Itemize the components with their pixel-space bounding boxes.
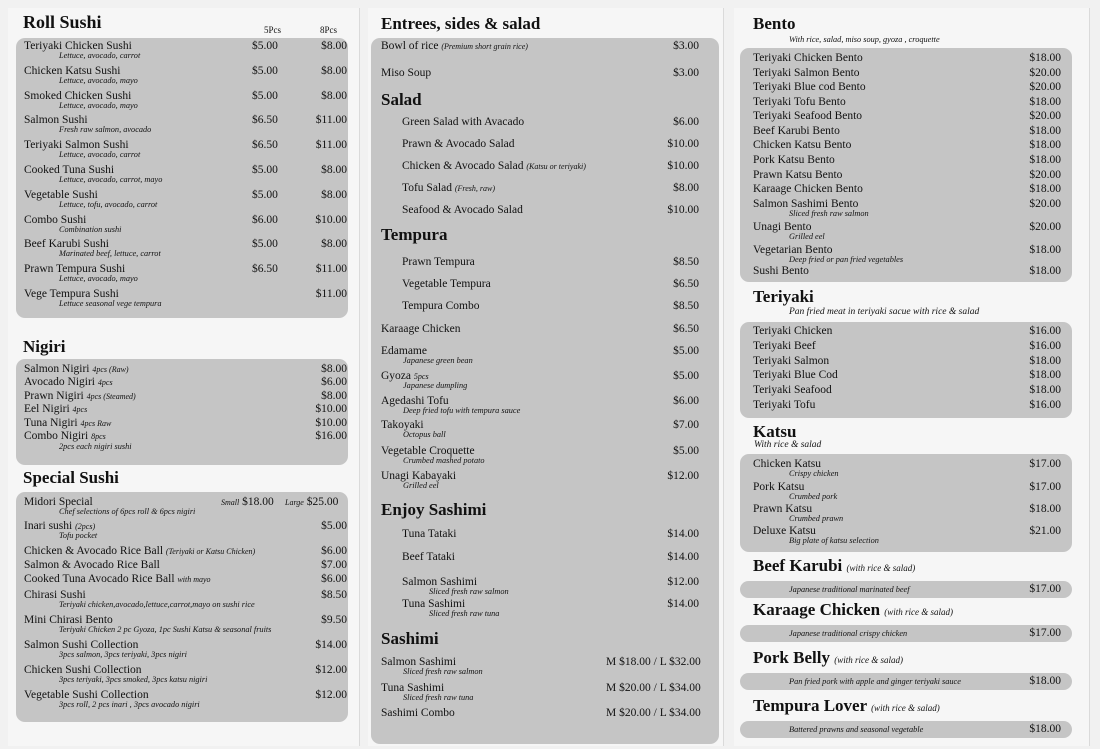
side-price: $6.00	[673, 395, 699, 407]
katsu-subtitle: With rice & salad	[754, 440, 822, 450]
side-name: Takoyaki	[381, 419, 424, 431]
header-8pcs: 8Pcs	[320, 25, 338, 35]
miso-soup-price: $3.00	[673, 67, 699, 79]
single-dish-price: $18.00	[1029, 675, 1061, 687]
menu-column-right	[734, 8, 1090, 746]
side-name: Edamame	[381, 345, 427, 357]
single-dish-title: Karaage Chicken	[753, 600, 881, 619]
sashimi-price-sep: /	[653, 682, 657, 694]
enjoy-sashimi-price: $14.00	[667, 551, 699, 563]
special-sushi-name: Inari sushi	[24, 520, 73, 532]
single-dish-heading	[753, 556, 915, 576]
sashimi-price-l: L $34.00	[659, 707, 701, 719]
katsu-name: Chicken Katsu	[753, 458, 822, 470]
special-sushi-price: $6.00	[321, 573, 347, 585]
special-sushi-price: $9.50	[321, 614, 347, 626]
roll-sushi-price-8pcs: $8.00	[321, 40, 347, 52]
roll-sushi-desc: Lettuce, avocado, mayo	[59, 75, 138, 85]
roll-sushi-price-8pcs: $8.00	[321, 164, 347, 176]
bento-price: $20.00	[1029, 110, 1061, 122]
nigiri-row	[24, 417, 111, 429]
roll-sushi-name: Teriyaki Chicken Sushi	[24, 40, 132, 52]
bento-price: $18.00	[1029, 96, 1061, 108]
special-sushi-name: Salmon & Avocado Rice Ball	[24, 559, 160, 571]
nigiri-note: 8pcs	[91, 432, 106, 441]
special-sushi-name: Cooked Tuna Avocado Rice Ball	[24, 573, 175, 585]
salad-title: Salad	[381, 90, 422, 109]
teriyaki-price: $18.00	[1029, 369, 1061, 382]
special-sushi-desc: Teriyaki Chicken 2 pc Gyoza, 1pc Sushi Katsu & seasonal fruits	[59, 625, 272, 634]
nigiri-price: $8.00	[321, 363, 347, 375]
salad-name: Green Salad with Avacado	[402, 116, 525, 128]
roll-sushi-name: Combo Sushi	[24, 213, 87, 226]
midori-special-desc: Chef selections of 6pcs roll & 6pcs nigiri	[59, 507, 196, 516]
bento-name: Pork Katsu Bento	[753, 154, 835, 166]
katsu-name: Pork Katsu	[753, 481, 805, 493]
sashimi-desc: Sliced fresh raw tuna	[403, 693, 474, 702]
roll-sushi-price-8pcs: $11.00	[315, 139, 347, 152]
roll-sushi-price-5pcs: $5.00	[252, 164, 278, 176]
salad-note: (Fresh, raw)	[454, 184, 496, 193]
side-name: Karaage Chicken	[381, 323, 461, 335]
tempura-name: Prawn Tempura	[402, 256, 475, 268]
sashimi-prices	[606, 682, 701, 694]
roll-sushi-name: Vegetable Sushi	[24, 188, 98, 201]
side-price: $5.00	[673, 345, 699, 357]
single-dish-note: (with rice & salad)	[846, 563, 916, 573]
teriyaki-price: $18.00	[1029, 384, 1061, 397]
side-price: $6.50	[673, 323, 699, 335]
special-sushi-name: Mini Chirasi Bento	[24, 614, 113, 626]
roll-sushi-price-8pcs: $11.00	[315, 114, 347, 127]
single-dish-heading	[753, 696, 940, 716]
bento-name: Vegetarian Bento	[753, 244, 833, 256]
special-sushi-price: $5.00	[321, 520, 347, 532]
nigiri-note: 4pcs Raw	[80, 418, 112, 428]
side-desc: Octopus ball	[403, 430, 446, 439]
salad-row	[402, 116, 524, 128]
bento-price: $20.00	[1029, 221, 1061, 233]
tempura-name: Tempura Combo	[402, 300, 480, 312]
roll-sushi-price-5pcs: $5.00	[252, 238, 278, 251]
bento-name: Teriyaki Seafood Bento	[753, 110, 863, 122]
special-sushi-name: Chirasi Sushi	[24, 589, 86, 601]
salad-price: $10.00	[667, 160, 699, 172]
roll-sushi-desc: Fresh raw salmon, avocado	[59, 125, 152, 135]
bento-name: Teriyaki Blue cod Bento	[753, 81, 866, 93]
menu-column-left	[8, 8, 360, 746]
roll-sushi-price-5pcs: $6.50	[252, 114, 278, 127]
enjoy-sashimi-desc: Sliced fresh raw tuna	[429, 609, 500, 618]
roll-sushi-price-8pcs: $8.00	[321, 238, 347, 251]
special-sushi-desc: 3pcs teriyaki, 3pcs smoked, 3pcs katsu nigiri	[59, 675, 208, 684]
special-sushi-note: with mayo	[177, 575, 211, 584]
nigiri-note: 4pcs (Raw)	[92, 365, 129, 374]
single-dish-note: (with rice & salad)	[884, 607, 954, 617]
side-desc: Grilled eel	[403, 481, 439, 490]
nigiri-price: $10.00	[315, 403, 347, 416]
special-sushi-note: (2pcs)	[75, 522, 96, 531]
bento-name: Karaage Chicken Bento	[753, 183, 863, 195]
side-name: Unagi Kabayaki	[381, 470, 457, 482]
roll-sushi-price-5pcs: $5.00	[252, 64, 278, 77]
salad-row	[402, 204, 523, 216]
teriyaki-name: Teriyaki Chicken	[753, 325, 833, 337]
side-name: Gyoza	[381, 370, 412, 382]
special-sushi-desc: Teriyaki chicken,avocado,lettuce,carrot,mayo on sushi rice	[59, 600, 255, 609]
roll-sushi-title: Roll Sushi	[23, 12, 102, 32]
bento-name: Teriyaki Chicken Bento	[753, 52, 863, 64]
bento-price: $20.00	[1029, 198, 1061, 210]
combo-nigiri-desc: 2pcs each nigiri sushi	[59, 442, 132, 451]
single-dish-desc: Battered prawns and seasonal vegetable	[789, 725, 924, 734]
roll-sushi-price-5pcs: $5.00	[252, 40, 278, 52]
single-dish-price: $18.00	[1029, 723, 1061, 735]
roll-sushi-desc: Lettuce, tofu, avocado, carrot	[59, 199, 158, 209]
enjoy-sashimi-price: $12.00	[667, 576, 699, 588]
sashimi-prices	[606, 707, 701, 719]
single-dish-desc: Pan fried pork with apple and ginger teriyaki sauce	[789, 677, 961, 686]
teriyaki-price: $16.00	[1029, 325, 1061, 337]
roll-sushi-price-5pcs: $6.50	[252, 139, 278, 152]
salad-name: Chicken & Avocado Salad	[402, 160, 524, 172]
salad-row	[402, 138, 515, 150]
nigiri-note: 4pcs	[97, 378, 113, 388]
roll-sushi-name: Salmon Sushi	[24, 114, 88, 127]
katsu-price: $17.00	[1029, 481, 1061, 493]
bento-price: $18.00	[1029, 139, 1061, 151]
sashimi-name: Tuna Sashimi	[381, 682, 445, 694]
special-sushi-row	[24, 559, 160, 571]
roll-sushi-price-8pcs: $11.00	[315, 263, 347, 276]
sashimi-price-m: M $20.00	[606, 707, 651, 719]
katsu-name: Deluxe Katsu	[753, 525, 816, 537]
nigiri-name: Prawn Nigiri	[24, 389, 84, 402]
special-sushi-name: Chicken & Avocado Rice Ball	[24, 545, 164, 557]
katsu-desc: Crispy chicken	[789, 469, 839, 478]
salad-row	[402, 160, 586, 172]
bento-name: Beef Karubi Bento	[753, 125, 840, 137]
roll-sushi-name: Teriyaki Salmon Sushi	[24, 139, 129, 152]
enjoy-sashimi-price: $14.00	[667, 598, 699, 610]
side-price: $12.00	[667, 470, 699, 482]
single-dish-note: (with rice & salad)	[834, 655, 903, 665]
bento-price: $20.00	[1029, 169, 1061, 181]
salad-price: $10.00	[667, 138, 699, 150]
teriyaki-name: Teriyaki Blue Cod	[753, 369, 838, 382]
miso-soup-name: Miso Soup	[381, 67, 432, 79]
roll-sushi-name: Vege Tempura Sushi	[24, 288, 119, 300]
special-sushi-price: $7.00	[321, 559, 347, 571]
nigiri-name: Salmon Nigiri	[24, 363, 90, 375]
tempura-price: $8.50	[673, 256, 699, 268]
nigiri-price: $8.00	[321, 389, 347, 402]
special-sushi-desc: 3pcs roll, 2 pcs inari , 3pcs avocado nigiri	[59, 700, 200, 709]
katsu-name: Prawn Katsu	[753, 503, 813, 515]
katsu-desc: Big plate of katsu selection	[789, 536, 879, 545]
teriyaki-name: Teriyaki Tofu	[753, 399, 816, 411]
single-dish-price: $17.00	[1029, 583, 1061, 595]
roll-sushi-name: Smoked Chicken Sushi	[24, 89, 132, 102]
single-dish-title: Pork Belly	[753, 648, 830, 667]
salad-price: $6.00	[673, 116, 699, 128]
special-sushi-name: Chicken Sushi Collection	[24, 664, 142, 676]
salad-price: $10.00	[667, 204, 699, 216]
teriyaki-title: Teriyaki	[753, 287, 814, 306]
nigiri-name: Tuna Nigiri	[24, 416, 78, 429]
tempura-price: $6.50	[673, 278, 699, 290]
side-row	[381, 323, 461, 335]
special-sushi-name: Salmon Sushi Collection	[24, 639, 139, 651]
roll-sushi-price-8pcs: $8.00	[321, 188, 347, 201]
single-dish-title: Tempura Lover	[753, 696, 867, 715]
enjoy-sashimi-desc: Sliced fresh raw salmon	[429, 587, 509, 596]
sashimi-prices	[606, 656, 701, 668]
sashimi-name: Sashimi Combo	[381, 707, 455, 719]
roll-sushi-price-8pcs: $10.00	[315, 213, 347, 226]
salad-row	[402, 182, 495, 194]
bento-name: Unagi Bento	[753, 221, 812, 233]
nigiri-row	[24, 390, 136, 402]
teriyaki-subtitle: Pan fried meat in teriyaki sacue with rice & salad	[789, 307, 980, 317]
special-sushi-price: $12.00	[315, 664, 347, 676]
bento-desc: Grilled eel	[789, 232, 825, 241]
side-desc: Japanese dumpling	[403, 381, 468, 390]
roll-sushi-desc: Lettuce, avocado, carrot	[59, 150, 141, 160]
nigiri-name: Eel Nigiri	[24, 403, 70, 416]
sashimi-price-sep: /	[653, 707, 657, 719]
katsu-price: $21.00	[1029, 525, 1061, 537]
bento-desc: Deep fried or pan fried vegetables	[789, 255, 904, 264]
single-dish-price: $17.00	[1029, 627, 1061, 639]
side-desc: Deep fried tofu with tempura sauce	[403, 406, 521, 415]
special-sushi-price: $8.50	[321, 589, 347, 601]
roll-sushi-price-5pcs: $5.00	[252, 188, 278, 201]
teriyaki-name: Teriyaki Seafood	[753, 384, 832, 397]
katsu-title: Katsu	[753, 422, 797, 441]
roll-sushi-price-8pcs: $8.00	[321, 89, 347, 102]
sashimi-price-sep: /	[653, 656, 657, 668]
salad-name: Seafood & Avocado Salad	[402, 204, 523, 216]
katsu-desc: Crumbed pork	[789, 492, 838, 501]
roll-sushi-price-8pcs: $8.00	[321, 64, 347, 77]
salad-note: (Katsu or teriyaki)	[526, 162, 586, 171]
midori-large-label: Large	[285, 498, 304, 507]
side-price: $7.00	[673, 419, 699, 431]
special-sushi-price: $6.00	[321, 545, 347, 557]
bento-price: $20.00	[1029, 81, 1061, 93]
nigiri-price: $10.00	[315, 416, 347, 429]
bento-price: $18.00	[1029, 244, 1061, 256]
special-sushi-price: $12.00	[315, 689, 347, 701]
roll-sushi-price-5pcs: $6.50	[252, 263, 278, 276]
special-sushi-desc: Tofu pocket	[59, 531, 98, 540]
sashimi-price-m: M $20.00	[606, 682, 651, 694]
special-sushi-note: (Teriyaki or Katsu Chicken)	[165, 547, 256, 556]
nigiri-note: 4pcs (Steamed)	[86, 391, 136, 401]
side-note: 5pcs	[413, 372, 429, 381]
side-name: Vegetable Croquette	[381, 445, 475, 457]
sashimi-title: Sashimi	[381, 629, 439, 648]
tempura-price: $8.50	[673, 300, 699, 312]
bento-subtitle: With rice, salad, miso soup, gyoza , croquette	[789, 35, 940, 44]
bento-price: $18.00	[1029, 125, 1061, 137]
menu-column-middle	[368, 8, 724, 746]
roll-sushi-desc: Lettuce, avocado, mayo	[59, 274, 138, 284]
special-sushi-row	[24, 545, 255, 557]
enjoy-sashimi-name: Tuna Tataki	[402, 528, 457, 540]
roll-sushi-name: Cooked Tuna Sushi	[24, 164, 115, 176]
nigiri-row	[24, 403, 87, 415]
midori-small-label: Small	[221, 498, 240, 507]
sashimi-desc: Sliced fresh raw salmon	[403, 667, 483, 676]
nigiri-note: 4pcs	[72, 405, 88, 415]
enjoy-sashimi-name: Tuna Sashimi	[402, 598, 466, 610]
single-dish-desc: Japanese traditional crispy chicken	[789, 629, 908, 638]
bento-title: Bento	[753, 14, 796, 33]
bento-name: Prawn Katsu Bento	[753, 169, 843, 181]
nigiri-title: Nigiri	[23, 337, 66, 356]
bento-price: $20.00	[1029, 67, 1061, 79]
roll-sushi-price-8pcs: $11.00	[315, 288, 347, 300]
salad-name: Prawn & Avocado Salad	[402, 138, 515, 150]
roll-sushi-desc: Lettuce, avocado, carrot, mayo	[59, 175, 163, 184]
bento-price: $18.00	[1029, 154, 1061, 166]
side-price: $5.00	[673, 370, 699, 382]
header-5pcs: 5Pcs	[264, 25, 282, 35]
special-sushi-price: $14.00	[315, 639, 347, 651]
sashimi-price-l: L $34.00	[659, 682, 701, 694]
midori-large-price: $25.00	[306, 496, 339, 508]
bento-price: $18.00	[1029, 52, 1061, 64]
midori-small-price: $18.00	[242, 496, 274, 508]
bowl-of-rice-note: (Premium short grain rice)	[441, 42, 528, 51]
enjoy-sashimi-title: Enjoy Sashimi	[381, 500, 487, 519]
enjoy-sashimi-name: Beef Tataki	[402, 551, 455, 563]
bento-name: Sushi Bento	[753, 265, 809, 277]
bento-desc: Sliced fresh raw salmon	[789, 209, 869, 218]
nigiri-row	[24, 376, 113, 388]
tempura-title: Tempura	[381, 225, 448, 244]
sashimi-name: Salmon Sashimi	[381, 656, 457, 668]
enjoy-sashimi-name: Salmon Sashimi	[402, 576, 478, 588]
sashimi-price-m: M $18.00	[606, 656, 651, 668]
salad-price: $8.00	[673, 182, 699, 194]
roll-sushi-name: Prawn Tempura Sushi	[24, 263, 126, 276]
special-sushi-desc: 3pcs salmon, 3pcs teriyaki, 3pcs nigiri	[59, 650, 187, 659]
teriyaki-price: $16.00	[1029, 339, 1061, 352]
nigiri-name: Avocado Nigiri	[24, 376, 96, 389]
roll-sushi-price-5pcs: $5.00	[252, 89, 278, 102]
special-sushi-name: Vegetable Sushi Collection	[24, 689, 149, 701]
roll-sushi-desc: Lettuce seasonal vege tempura	[59, 299, 162, 308]
roll-sushi-price-5pcs: $6.00	[252, 213, 278, 226]
bento-name: Teriyaki Tofu Bento	[753, 96, 846, 108]
single-dish-heading	[753, 648, 903, 668]
teriyaki-price: $16.00	[1029, 399, 1061, 411]
tempura-name: Vegetable Tempura	[402, 278, 491, 290]
roll-sushi-desc: Lettuce, avocado, carrot	[59, 51, 141, 60]
roll-sushi-name: Beef Karubi Sushi	[24, 238, 109, 251]
nigiri-row	[24, 363, 129, 375]
entrees-title: Entrees, sides & salad	[381, 14, 541, 33]
single-dish-heading	[753, 600, 953, 620]
special-sushi-title: Special Sushi	[23, 468, 119, 487]
single-dish-note: (with rice & salad)	[871, 703, 940, 713]
bowl-of-rice-price: $3.00	[673, 40, 699, 52]
side-name: Agedashi Tofu	[381, 395, 449, 407]
sashimi-price-l: L $32.00	[659, 656, 701, 668]
nigiri-name: Combo Nigiri	[24, 430, 89, 442]
enjoy-sashimi-price: $14.00	[667, 528, 699, 540]
nigiri-price: $16.00	[315, 430, 347, 442]
bento-price: $18.00	[1029, 183, 1061, 195]
katsu-desc: Crumbed prawn	[789, 514, 844, 523]
side-price: $5.00	[673, 445, 699, 457]
roll-sushi-desc: Marinated beef, lettuce, carrot	[59, 249, 161, 259]
teriyaki-price: $18.00	[1029, 354, 1061, 367]
side-desc: Japanese green bean	[403, 356, 473, 365]
roll-sushi-name: Chicken Katsu Sushi	[24, 64, 121, 77]
single-dish-desc: Japanese traditional marinated beef	[789, 585, 910, 594]
side-desc: Crumbed mashed potato	[403, 456, 485, 465]
teriyaki-name: Teriyaki Salmon	[753, 354, 830, 367]
nigiri-row	[24, 430, 106, 442]
roll-sushi-desc: Combination sushi	[59, 224, 122, 234]
teriyaki-name: Teriyaki Beef	[753, 339, 816, 352]
katsu-price: $18.00	[1029, 503, 1061, 515]
midori-special-name: Midori Special	[24, 496, 93, 508]
bento-name: Salmon Sashimi Bento	[753, 198, 859, 210]
katsu-price: $17.00	[1029, 458, 1061, 470]
single-dish-title: Beef Karubi	[753, 556, 843, 575]
bento-price: $18.00	[1029, 265, 1061, 277]
nigiri-price: $6.00	[321, 376, 347, 389]
bowl-of-rice-name: Bowl of rice	[381, 40, 439, 52]
salad-name: Tofu Salad	[402, 182, 452, 194]
bento-name: Chicken Katsu Bento	[753, 139, 852, 151]
roll-sushi-desc: Lettuce, avocado, mayo	[59, 100, 138, 110]
special-sushi-row	[24, 573, 211, 585]
bento-name: Teriyaki Salmon Bento	[753, 67, 860, 79]
